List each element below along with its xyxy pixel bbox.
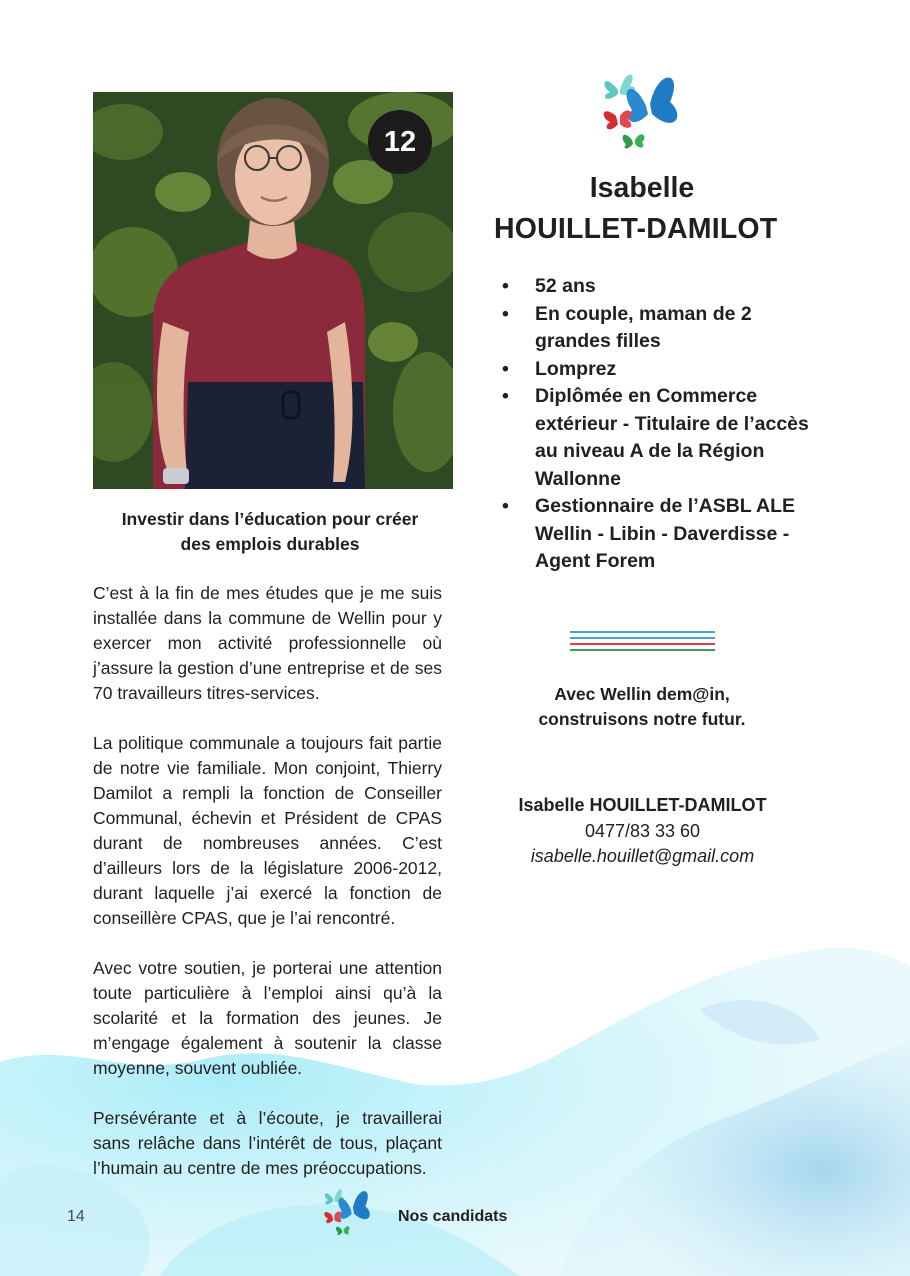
biography-text — [93, 581, 442, 1181]
bio-paragraph: C’est à la fin de mes études que je me suis installée dans la commune de Wellin pour y exercer mon activité professionnelle où j’assure la gestion d’une entreprise et de ses 70 travailleurs titres-services. — [93, 583, 442, 703]
section-title: Nos candidats — [398, 1208, 508, 1225]
caption-line-2: des emplois durables — [180, 534, 360, 554]
bio-paragraph: La politique communale a toujours fait partie de notre vie familiale. Mon conjoint, Thierry Damilot a rempli la fonction de Conseiller Communal, échevin et Président de CPAS durant de nombreuses années. C’est d’ailleurs lors de la législature 2006-2012, durant laquelle j’ai exercé la fonction de conseillère CPAS, que je l’ai rencontré. — [93, 733, 442, 928]
list-item — [500, 493, 810, 576]
bullet-icon: • — [502, 302, 509, 325]
list-item — [500, 301, 810, 356]
bullet-icon: • — [502, 357, 509, 380]
list-item — [500, 273, 810, 301]
candidate-first-name: Isabelle — [589, 172, 695, 204]
red-butterfly-icon — [604, 110, 632, 129]
fact-text: 52 ans — [535, 275, 596, 297]
blue-butterfly-icon — [627, 78, 678, 123]
photo-caption — [93, 507, 447, 557]
contact-block — [505, 793, 780, 870]
tricolor-stripes-divider — [570, 630, 715, 654]
candidate-number-badge: 12 — [368, 110, 432, 174]
bio-paragraph: Persévérante et à l’écoute, je travaillerai sans relâche dans l’intérêt de tous, plaçant l’humain au centre de mes préoccupations. — [93, 1108, 442, 1178]
candidate-facts-list — [500, 273, 810, 576]
candidate-last-name: HOUILLET-DAMILOT — [494, 213, 778, 245]
fact-text: Gestionnaire de l’ASBL ALE Wellin - Libin - Daverdisse - Agent Forem — [535, 495, 796, 572]
slogan-line-1: Avec Wellin dem@in, — [554, 684, 730, 704]
contact-phone[interactable]: 0477/83 33 60 — [584, 820, 701, 841]
fact-text: Diplômée en Commerce extérieur - Titulaire de l’accès au niveau A de la Région Wallonne — [535, 385, 809, 490]
contact-name: Isabelle HOUILLET-DAMILOT — [518, 795, 767, 815]
contact-email[interactable]: isabelle.houillet@gmail.com — [530, 846, 755, 866]
caption-line-1: Investir dans l’éducation pour créer — [121, 509, 419, 529]
footer-butterflies-logo-icon — [320, 1184, 376, 1236]
bio-paragraph: Avec votre soutien, je porterai une attention toute particulière à l’emploi ainsi qu’à la scolarité et la formation des jeunes. Je m’engage également à soutenir la classe moyenne, souvent oubliée. — [93, 958, 442, 1078]
bullet-icon: • — [502, 385, 509, 407]
list-item — [500, 356, 810, 384]
fact-text: Lomprez — [535, 357, 617, 380]
butterflies-logo-icon — [598, 66, 686, 150]
bullet-icon: • — [502, 495, 509, 517]
list-item — [500, 383, 810, 493]
bullet-icon: • — [502, 275, 509, 297]
page-number: 14 — [67, 1208, 85, 1225]
campaign-slogan — [520, 682, 764, 732]
fact-text: En couple, maman de 2 grandes filles — [535, 302, 752, 352]
slogan-line-2: construisons notre futur. — [538, 709, 746, 729]
green-butterfly-icon — [623, 134, 645, 148]
